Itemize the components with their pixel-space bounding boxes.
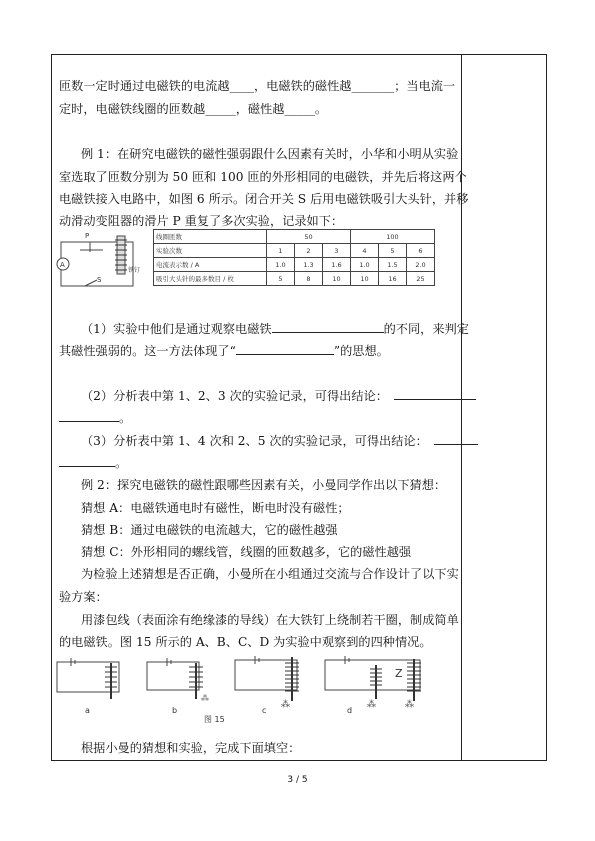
table-cell: 6 [407,244,435,258]
example1-line: 室选取了匝数分别为 50 匝和 100 匝的外形相同的电磁铁，并先后将这两个 [59,170,467,184]
table-row [154,230,435,244]
slider-label: P [85,232,90,240]
experiment-table [153,229,435,286]
table-cell: 50 [267,230,351,244]
ammeter-label: A [60,261,65,269]
question-1: （1）实验中他们是通过观察电磁铁 的不同，来判定 [81,322,469,336]
table-cell: 1.0 [267,258,295,272]
guess-a: 猜想 A：电磁铁通电时有磁性，断电时没有磁性； [81,501,350,515]
guess-c: 猜想 C：外形相同的螺线管，线圈的匝数越多，它的磁性越强 [81,545,412,559]
blank-field[interactable] [59,454,115,467]
table-cell: 1.5 [379,258,407,272]
fig15-z-label: Z [395,667,403,680]
example1-line: 例 1：在研究电磁铁的磁性强弱跟什么因素有关时，小华和小明从实验 [81,147,459,161]
table-cell: 8 [295,272,323,286]
method-line: 的电磁铁。图 15 所示的 A、B、C、D 为实验中观察到的四种情况。 [59,635,432,649]
table-cell: 1.3 [295,258,323,272]
plan-line: 为检验上述猜想是否正确，小曼所在小组通过交流与合作设计了以下实 [81,567,459,581]
question-3-cont: 。 [59,452,127,475]
example2-line: 例 2：探究电磁铁的磁性跟哪些因素有关，小曼同学作出以下猜想： [81,478,447,492]
table-row [154,272,435,286]
fig15-label-b: b [172,706,178,715]
example1-line: 动滑动变阻器的滑片 P 重复了多次实验，记录如下： [59,214,344,228]
question-2: （2）分析表中第 1、2、3 次的实验记录，可得出结论： [81,385,476,408]
question-2-cont: 。 [59,407,131,430]
question-3: （3）分析表中第 1、4 次和 2、5 次的实验记录，可得出结论： [81,430,478,453]
table-header-cell: 实验次数 [154,244,267,258]
table-row [154,244,435,258]
table-cell: 4 [351,244,379,258]
blank-field[interactable] [272,320,384,333]
blank-field[interactable] [59,409,119,422]
table-cell: 1 [267,244,295,258]
switch-label: S [97,276,102,284]
table-header-cell: 电流表示数 / A [154,258,267,272]
table-cell: 5 [379,244,407,258]
table-cell: 25 [407,272,435,286]
method-line: 用漆包线（表面涂有绝缘漆的导线）在大铁钉上绕制若干圈，制成简单 [81,613,459,627]
nail-label: 铁钉 [128,267,141,274]
table-cell: 1.6 [323,258,351,272]
table-header-cell: 吸引大头针的最多数目 / 枚 [154,272,267,286]
svg-text:⁂: ⁂ [405,700,414,710]
blank-field[interactable] [394,387,476,400]
fig15-label-c: c [262,706,267,715]
example1-line: 电磁铁接入电路中，如图 6 所示。闭合开关 S 后用电磁铁吸引大头针，并移 [59,192,469,206]
table-cell: 10 [351,272,379,286]
blank-field[interactable] [236,342,334,355]
figure15-illustration [55,655,455,720]
question-1-cont: 其磁性强弱的。这一方法体现了“ ”的思想。 [59,344,389,358]
table-cell: 100 [351,230,435,244]
table-cell: 3 [323,244,351,258]
table-cell: 16 [379,272,407,286]
table-cell: 2 [295,244,323,258]
blank-field[interactable] [434,432,478,445]
table-cell: 5 [267,272,295,286]
table-cell: 2.0 [407,258,435,272]
svg-text:⁂: ⁂ [367,700,376,710]
table-row [154,258,435,272]
table-cell: 10 [323,272,351,286]
fig15-label-a: a [85,706,90,715]
page-number: 3 / 5 [287,775,308,785]
table-header-cell: 线圈匝数 [154,230,267,244]
figure6-circuit [55,228,150,293]
plan-line: 验方案： [59,590,108,604]
fig15-label-d: d [347,706,353,715]
fig15-caption: 图 15 [204,715,225,724]
final-line: 根据小曼的猜想和实验，完成下面填空： [81,741,301,755]
text-line: 匝数一定时通过电磁铁的电流越____，电磁铁的磁性越_______；当电流一 [59,79,456,93]
guess-b: 猜想 B：通过电磁铁的电流越大，它的磁性越强 [81,523,338,537]
table-cell: 1.0 [351,258,379,272]
svg-text:⁂: ⁂ [201,694,209,703]
svg-text:⁂: ⁂ [281,700,290,710]
text-line: 定时，电磁铁线圈的匝数越_____，磁性越_____。 [59,102,328,116]
